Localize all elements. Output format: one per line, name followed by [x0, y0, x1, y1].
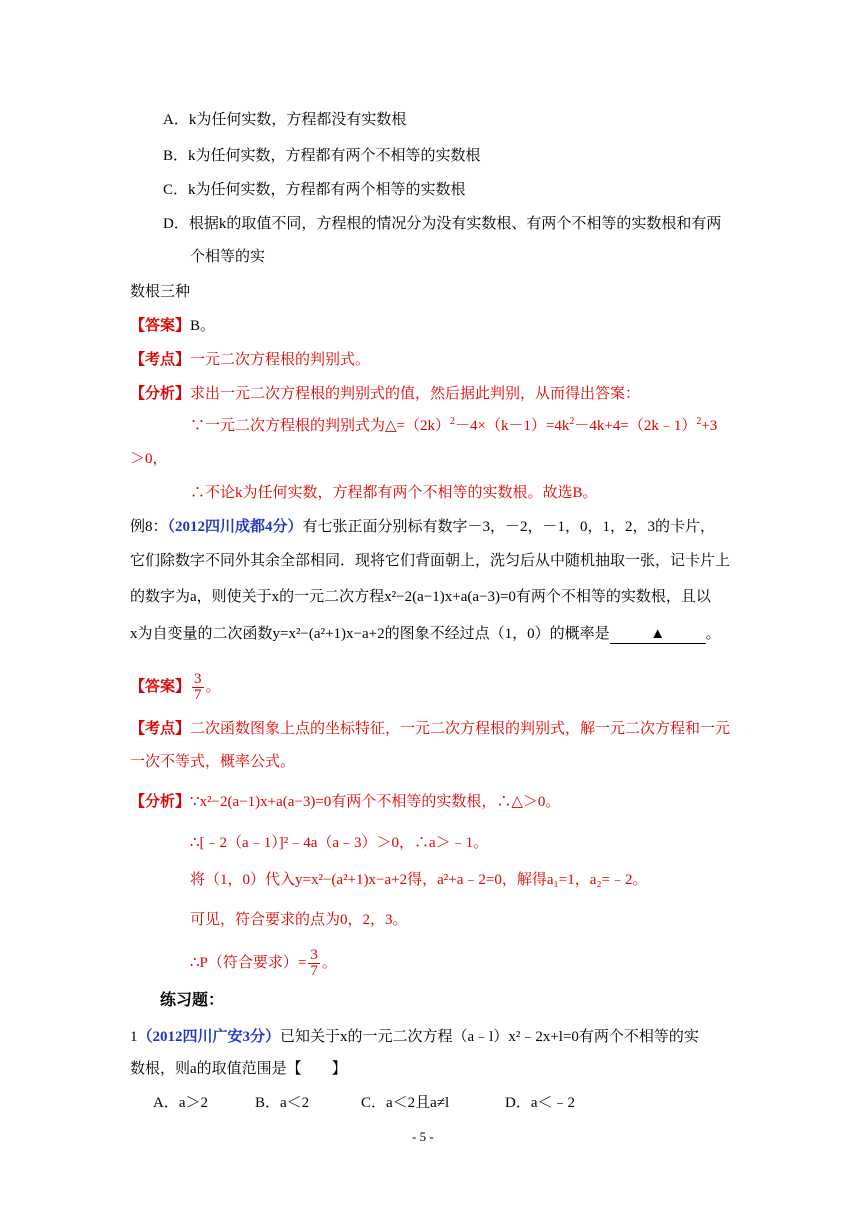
fenxi-text: 。: [321, 954, 337, 971]
fenxi-text: ∴P（符合要求）=: [190, 954, 307, 971]
ex7-step2: ∴不论k为任何实数，方程都有两个不相等的实数根。故选B。: [190, 485, 598, 501]
ex7-fenxi: [130, 384, 640, 404]
ex7-kaodian: [130, 350, 370, 370]
ex8-f2: ∴[﹣2（a﹣1）]²﹣4a（a﹣3）＞0，∴a＞﹣1。: [190, 835, 489, 851]
option-d-line3: 数根三种: [130, 284, 191, 300]
fenxi-text: 求出一元二次方程根的判别式的值，然后据此判别，从而得出答案：: [190, 386, 641, 402]
exponent: 2: [696, 416, 702, 427]
ex8-line3: [130, 587, 711, 607]
option-d-line1: D．根据k的取值不同，方程根的情况分为没有实数根、有两个不相等的实数根和有两: [163, 216, 722, 232]
ex8-line1: [130, 517, 715, 537]
practice-q1-line1: [130, 1027, 699, 1047]
example-text: 。: [705, 626, 721, 642]
practice-title: 练习题：: [160, 992, 225, 1009]
step1-part: ∵一元二次方程根的判别式为△=（2k）: [190, 418, 450, 434]
equation: x²−2(a−1)x+a(a−3)=0: [384, 589, 516, 605]
example-text: 的数字为a，则使关于x的一元二次方程: [130, 589, 385, 605]
fenxi-label: 【分析】: [130, 794, 191, 810]
practice-option-b: B．a＜2: [255, 1095, 310, 1111]
ex7-answer: [130, 316, 215, 336]
question-source: （2012四川广安3分）: [137, 1029, 281, 1045]
fraction-denominator: 7: [194, 687, 202, 703]
ex8-answer: [130, 672, 221, 703]
answer-blank: [610, 625, 706, 644]
practice-option-d: D．a＜﹣2: [505, 1095, 575, 1111]
fenxi-text: 有两个不相等的实数根，∴△＞0。: [331, 794, 561, 810]
option-a: A．k为任何实数，方程都没有实数根: [163, 112, 407, 128]
kaodian-label: 【考点】: [130, 352, 191, 368]
step1-part: －4k+4=（2k﹣1）: [574, 418, 697, 434]
ex7-step1-cont: ＞0，: [130, 451, 168, 467]
equation: x²−2(a−1)x+a(a−3)=0: [199, 794, 332, 810]
exponent: 2: [450, 416, 455, 427]
fraction-denominator: 7: [310, 963, 318, 979]
practice-option-a: A．a＞2: [153, 1095, 208, 1111]
option-c: C．k为任何实数，方程都有两个相等的实数根: [163, 182, 466, 198]
ex8-f5: [190, 948, 337, 979]
fenxi-text: 将（1，0）代入: [190, 872, 296, 888]
example-prefix: 例8：: [130, 519, 168, 535]
ex8-f4: 可见，符合要求的点为0，2，3。: [190, 912, 408, 928]
answer-end: 。: [205, 678, 221, 695]
answer-label: 【答案】: [130, 318, 191, 334]
kaodian-label: 【考点】: [130, 721, 191, 737]
fenxi-text: 得，a²+a﹣2=0，解得a₁=1，a₂=﹣2。: [407, 872, 648, 888]
fraction-numerator: 3: [194, 671, 202, 687]
kaodian-text: 一元二次方程根的判别式。: [190, 352, 371, 368]
practice-option-c: C．a＜2且a≠l: [361, 1095, 450, 1111]
ex8-kaodian-cont: 一次不等式，概率公式。: [130, 754, 296, 770]
page-number: - 5 -: [412, 1129, 434, 1144]
answer-value: B。: [190, 318, 216, 334]
example-text: 的图象不经过点（1，0）的概率是: [384, 626, 610, 642]
ex7-step1: [190, 416, 717, 436]
question-text: 已知关于x的一元二次方程（a﹣l）x²﹣2x+l=0有两个不相等的实: [280, 1029, 699, 1045]
step1-part: －4×（k－1）=4k: [455, 418, 570, 434]
example-text: x为自变量的二次函数: [130, 626, 273, 642]
kaodian-text: 二次函数图象上点的坐标特征，一元二次方程根的判别式，解一元二次方程和一元: [190, 721, 731, 737]
ex8-line4: [130, 624, 721, 644]
probability-fraction: [308, 948, 320, 979]
ex8-kaodian: [130, 719, 730, 739]
exponent: 2: [569, 416, 575, 427]
answer-label: 【答案】: [130, 678, 191, 695]
fenxi-text: ∵: [190, 794, 200, 810]
practice-q1-line2: 数根，则a的取值范围是【 】: [130, 1061, 347, 1077]
answer-fraction: [192, 672, 204, 703]
triangle-mark: ▲: [650, 626, 666, 642]
equation: y=x²−(a²+1)x−a+2: [295, 872, 408, 888]
fraction-numerator: 3: [310, 947, 318, 963]
fenxi-label: 【分析】: [130, 386, 191, 402]
example-text: 有两个不相等的实数根，且以: [515, 589, 711, 605]
example-source: （2012四川成都4分）: [167, 519, 303, 535]
option-b: B．k为任何实数，方程都有两个不相等的实数根: [163, 148, 481, 164]
question-number: 1: [130, 1029, 138, 1045]
step1-part: +3: [701, 418, 718, 434]
example-text: 有七张正面分别标有数字－3，－2，－1，0，1，2，3的卡片，: [302, 519, 716, 535]
ex8-f3: [190, 870, 648, 890]
equation: y=x²−(a²+1)x−a+2: [272, 626, 385, 642]
option-d-line2: 个相等的实: [190, 249, 266, 265]
ex8-line2: 它们除数字不同外其余全部相同．现将它们背面朝上，洗匀后从中随机抽取一张，记卡片上: [130, 553, 731, 569]
ex8-fenxi: [130, 792, 560, 812]
